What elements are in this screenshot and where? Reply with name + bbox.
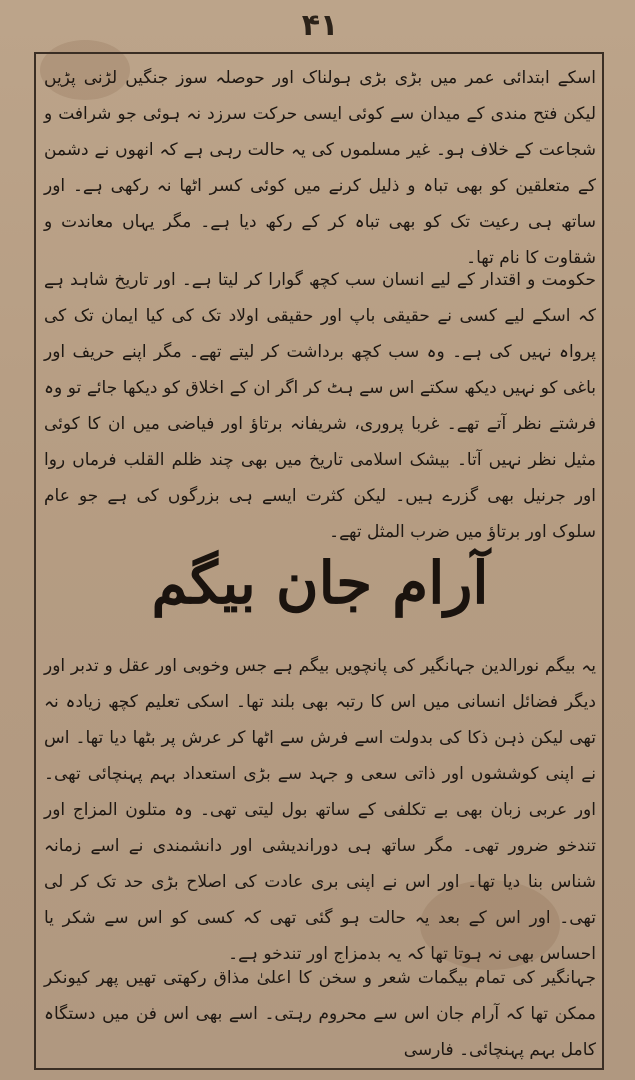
paragraph-governance: حکومت و اقتدار کے لیے انسان سب کچھ گوارا کر لیتا ہے۔ اور تاریخ شاہد ہے کہ اسکے لیے کسی نے حقیقی باپ اور حقیقی اولاد تک کی کیا ایمان تک کی پرواہ نہیں کی ہے۔ وہ سب کچھ برداشت کر لیتے تھے۔ مگر اپنے حریف اور باغی کو نہیں دیکھ سکتے اس سے ہٹ کر اگر ان کے اخلاق کو دیکھا جائے تو وہ فرشتے نظر آتے تھے۔ غربا پروری، شریفانہ برتاؤ اور فیاضی میں ان کا کوئی مثیل نظر نہیں آتا۔ بیشک اسلامی تاریخ میں بھی چند ظلم القلب فرماں روا اور جرنیل بھی گزرے ہیں۔ لیکن کثرت ایسے ہی بزرگوں کی ہے جو عام سلوک اور برتاؤ میں ضرب المثل تھے۔ (44, 270, 596, 542)
section-heading: آرام جان بیگم (151, 549, 489, 617)
paragraph-begum: یہ بیگم نورالدین جہانگیر کی پانچویں بیگم ہے جس وخوبی اور عقل و تدبر اور دیگر فضائل انسانی میں اس کا رتبہ بھی بلند تھا۔ اسکی تعلیم کچھ زیادہ نہ تھی لیکن ذہن ذکا کی بدولت اسے فرش سے اٹھا کر عرش پر بٹھا دیا تھا۔ اس نے اپنی کوششوں اور ذاتی سعی و جہد سے بڑی استعداد بہم پہنچائی تھی۔ اور عربی زبان بھی بے تکلفی کے ساتھ بول لیتی تھی۔ وہ متلون المزاج اور تندخو ضرور تھی۔ مگر ساتھ ہی دوراندیشی اور دانشمندی نے اسے زمانہ شناس بنا دیا تھا۔ اور اس نے اپنی بری عادت کی اصلاح بڑی حد تک کر لی تھی۔ اور اس کے بعد یہ حالت ہو گئی تھی کہ کسی کو اس سے شکر یا احساس بھی نہ ہوتا تھا کہ یہ بدمزاج اور تندخو ہے۔ (44, 656, 596, 964)
paragraph-intro: اسکے ابتدائی عمر میں بڑی بڑی ہولناک اور حوصلہ سوز جنگیں لڑنی پڑیں لیکن فتح مندی کے میدان سے کوئی ایسی حرکت سرزد نہ ہوئی جو شرافت و شجاعت کے خلاف ہو۔ غیر مسلموں کی یہ حالت رہی ہے کہ انھوں نے دشمن کے متعلقین کو بھی تباہ و ذلیل کرنے میں کوئی کسر اٹھا نہ رکھی ہے۔ اور ساتھ ہی رعیت تک کو بھی تباہ کر کے رکھ دیا ہے۔ مگر یہاں معاندت و شقاوت کا نام تھا۔ (44, 68, 596, 268)
paragraph-poetry: جہانگیر کی تمام بیگمات شعر و سخن کا اعلیٰ مذاق رکھتی تھیں پھر کیونکر ممکن تھا کہ آرام جان اس سے محروم رہتی۔ اسے بھی اس فن میں دستگاہ کامل بہم پہنچائی۔ فارسی (44, 968, 596, 1060)
page-number: ۴۱ (301, 8, 339, 43)
